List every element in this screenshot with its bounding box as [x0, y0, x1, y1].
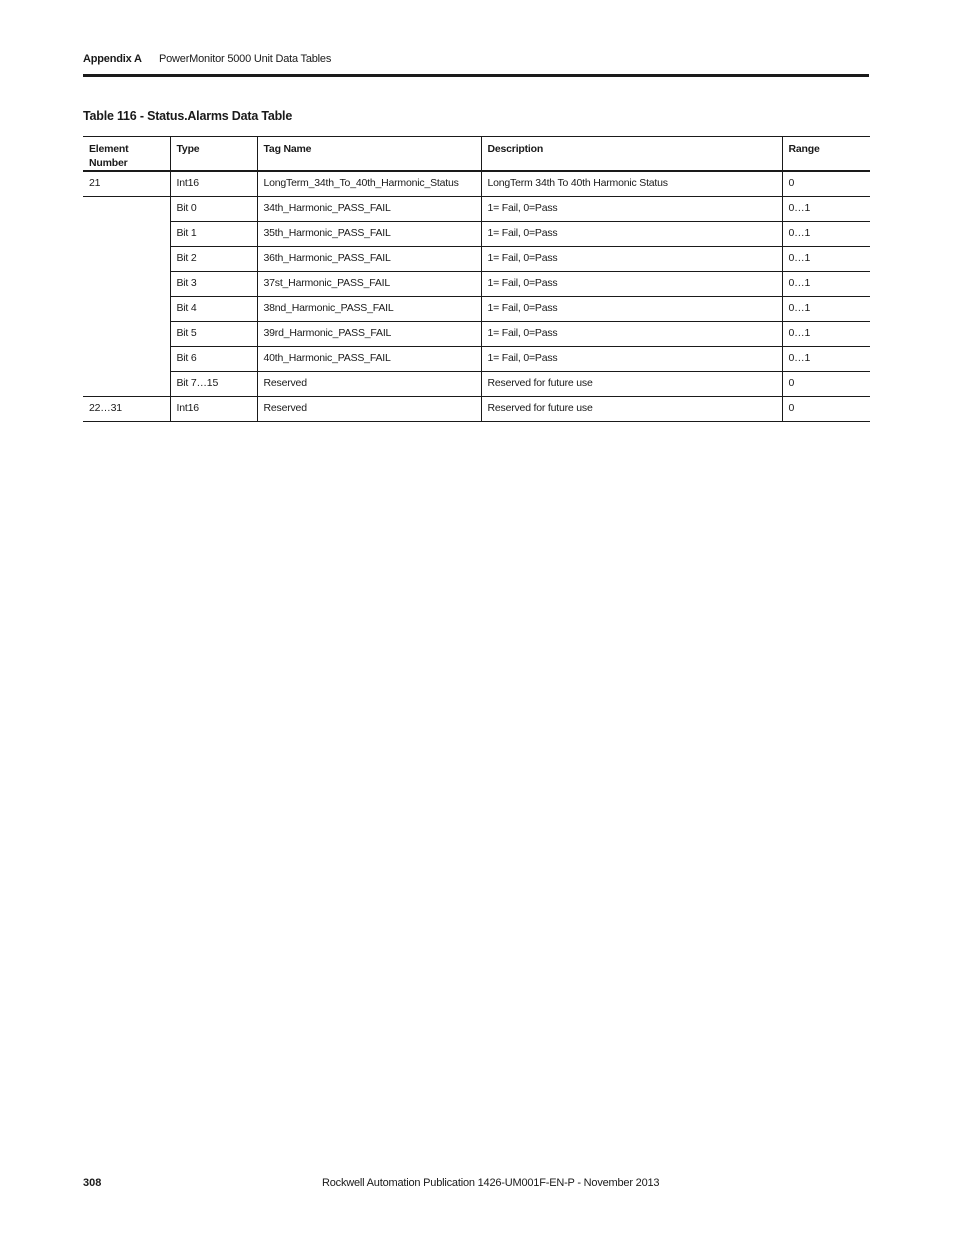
cell-description: 1= Fail, 0=Pass	[481, 296, 782, 321]
publication-info: Rockwell Automation Publication 1426-UM001F-EN-P - November 2013	[322, 1177, 660, 1189]
cell-range: 0…1	[782, 321, 870, 346]
table-row	[83, 221, 870, 246]
cell-element	[83, 246, 170, 271]
cell-range: 0…1	[782, 196, 870, 221]
cell-range: 0…1	[782, 271, 870, 296]
cell-type: Bit 4	[170, 296, 257, 321]
table-row	[83, 296, 870, 321]
cell-description: Reserved for future use	[481, 371, 782, 396]
cell-type: Bit 7…15	[170, 371, 257, 396]
cell-range: 0	[782, 171, 870, 196]
column-header-range: Range	[782, 137, 870, 172]
table-row	[83, 196, 870, 221]
cell-type: Bit 3	[170, 271, 257, 296]
column-header-type: Type	[170, 137, 257, 172]
cell-tag-name: Reserved	[257, 396, 481, 421]
page-header	[83, 53, 869, 69]
cell-element	[83, 296, 170, 321]
cell-element	[83, 196, 170, 221]
cell-element	[83, 321, 170, 346]
cell-description: 1= Fail, 0=Pass	[481, 221, 782, 246]
cell-type: Bit 1	[170, 221, 257, 246]
table-row	[83, 271, 870, 296]
cell-tag-name: 35th_Harmonic_PASS_FAIL	[257, 221, 481, 246]
column-header-element	[83, 137, 170, 172]
cell-description: 1= Fail, 0=Pass	[481, 271, 782, 296]
cell-tag-name: 38nd_Harmonic_PASS_FAIL	[257, 296, 481, 321]
column-header-element-label: Element Number	[89, 143, 129, 169]
cell-description: 1= Fail, 0=Pass	[481, 196, 782, 221]
cell-type: Int16	[170, 396, 257, 421]
table-row	[83, 246, 870, 271]
cell-type: Bit 5	[170, 321, 257, 346]
section-title: PowerMonitor 5000 Unit Data Tables	[159, 53, 332, 65]
cell-type: Bit 2	[170, 246, 257, 271]
cell-range: 0…1	[782, 296, 870, 321]
cell-range: 0	[782, 371, 870, 396]
table-header-row	[83, 137, 870, 172]
cell-element: 21	[83, 171, 170, 196]
cell-description: 1= Fail, 0=Pass	[481, 321, 782, 346]
column-header-tag-name: Tag Name	[257, 137, 481, 172]
cell-element	[83, 371, 170, 396]
cell-range: 0	[782, 396, 870, 421]
cell-type: Bit 0	[170, 196, 257, 221]
cell-tag-name: 40th_Harmonic_PASS_FAIL	[257, 346, 481, 371]
cell-element	[83, 271, 170, 296]
cell-element: 22…31	[83, 396, 170, 421]
table-row	[83, 371, 870, 396]
cell-range: 0…1	[782, 221, 870, 246]
cell-type: Int16	[170, 171, 257, 196]
table-row	[83, 321, 870, 346]
status-alarms-table	[83, 136, 870, 422]
table-row	[83, 346, 870, 371]
cell-tag-name: 36th_Harmonic_PASS_FAIL	[257, 246, 481, 271]
header-rule	[83, 74, 869, 77]
cell-description: 1= Fail, 0=Pass	[481, 346, 782, 371]
cell-description: 1= Fail, 0=Pass	[481, 246, 782, 271]
column-header-description: Description	[481, 137, 782, 172]
cell-tag-name: 39rd_Harmonic_PASS_FAIL	[257, 321, 481, 346]
cell-tag-name: LongTerm_34th_To_40th_Harmonic_Status	[257, 171, 481, 196]
cell-tag-name: 34th_Harmonic_PASS_FAIL	[257, 196, 481, 221]
cell-type: Bit 6	[170, 346, 257, 371]
table-row	[83, 171, 870, 196]
table-row	[83, 396, 870, 421]
cell-element	[83, 346, 170, 371]
appendix-label: Appendix A	[83, 53, 142, 65]
cell-element	[83, 221, 170, 246]
page-number: 308	[83, 1177, 102, 1189]
cell-tag-name: Reserved	[257, 371, 481, 396]
cell-description: LongTerm 34th To 40th Harmonic Status	[481, 171, 782, 196]
cell-description: Reserved for future use	[481, 396, 782, 421]
cell-tag-name: 37st_Harmonic_PASS_FAIL	[257, 271, 481, 296]
table-caption: Table 116 - Status.Alarms Data Table	[83, 109, 293, 123]
cell-range: 0…1	[782, 246, 870, 271]
cell-range: 0…1	[782, 346, 870, 371]
